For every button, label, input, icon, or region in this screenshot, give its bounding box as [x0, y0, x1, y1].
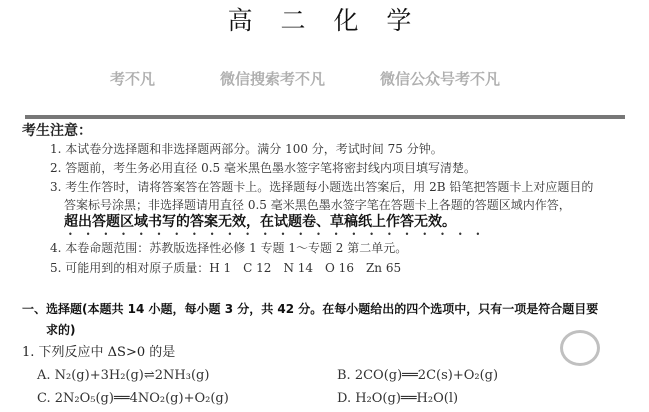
option-c: C. 2N₂O₅(g)══4NO₂(g)+O₂(g): [37, 391, 229, 406]
option-a: A. N₂(g)+3H₂(g)⇌2NH₃(g): [37, 368, 210, 383]
emphasis-dots: ••••••••••••••••••••••••: [68, 230, 494, 239]
notice-item: 2. 答题前，考生务必用直径 0.5 毫米黑色墨水签字笔将密封线内项目填写清楚。: [50, 161, 476, 175]
header-divider: [25, 115, 625, 119]
option-d: D. H₂O(g)══H₂O(l): [337, 391, 459, 406]
notice-heading: 考生注意：: [22, 123, 92, 139]
notice-emphasis: 超出答题区域书写的答案无效，在试题卷、草稿纸上作答无效。: [64, 214, 456, 230]
notice-item: 5. 可能用到的相对原子质量：H 1 C 12 N 14 O 16 Zn 65: [50, 261, 402, 275]
question-stem: 1. 下列反应中 ΔS>0 的是: [22, 345, 176, 360]
section-heading: 一、选择题(本题共 14 小题，每小题 3 分，共 42 分。在每小题给出的四个选项中，只有一项是符合题目要: [22, 302, 599, 316]
watermark-text: 微信搜索考不凡: [220, 70, 326, 88]
wechat-logo-icon: [560, 330, 600, 366]
document-title: 高 二 化 学: [227, 6, 422, 35]
notice-item: 答案标号涂黑；非选择题请用直径 0.5 毫米黑色墨水签字笔在答题卡上各题的答题区域内作答，: [64, 198, 571, 212]
option-b: B. 2CO(g)══2C(s)+O₂(g): [337, 368, 499, 383]
notice-item: 1. 本试卷分选择题和非选择题两部分。满分 100 分，考试时间 75 分钟。: [50, 142, 443, 156]
watermark-text: 考不凡: [110, 70, 156, 88]
notice-item: 4. 本卷命题范围：苏教版选择性必修 1 专题 1～专题 2 第二单元。: [50, 241, 408, 255]
watermark-text: 微信公众号考不凡: [380, 70, 501, 88]
section-heading-cont: 求的): [46, 323, 76, 337]
notice-item: 3. 考生作答时，请将答案答在答题卡上。选择题每小题选出答案后，用 2B 铅笔把答题卡上对应题目的: [50, 180, 594, 194]
